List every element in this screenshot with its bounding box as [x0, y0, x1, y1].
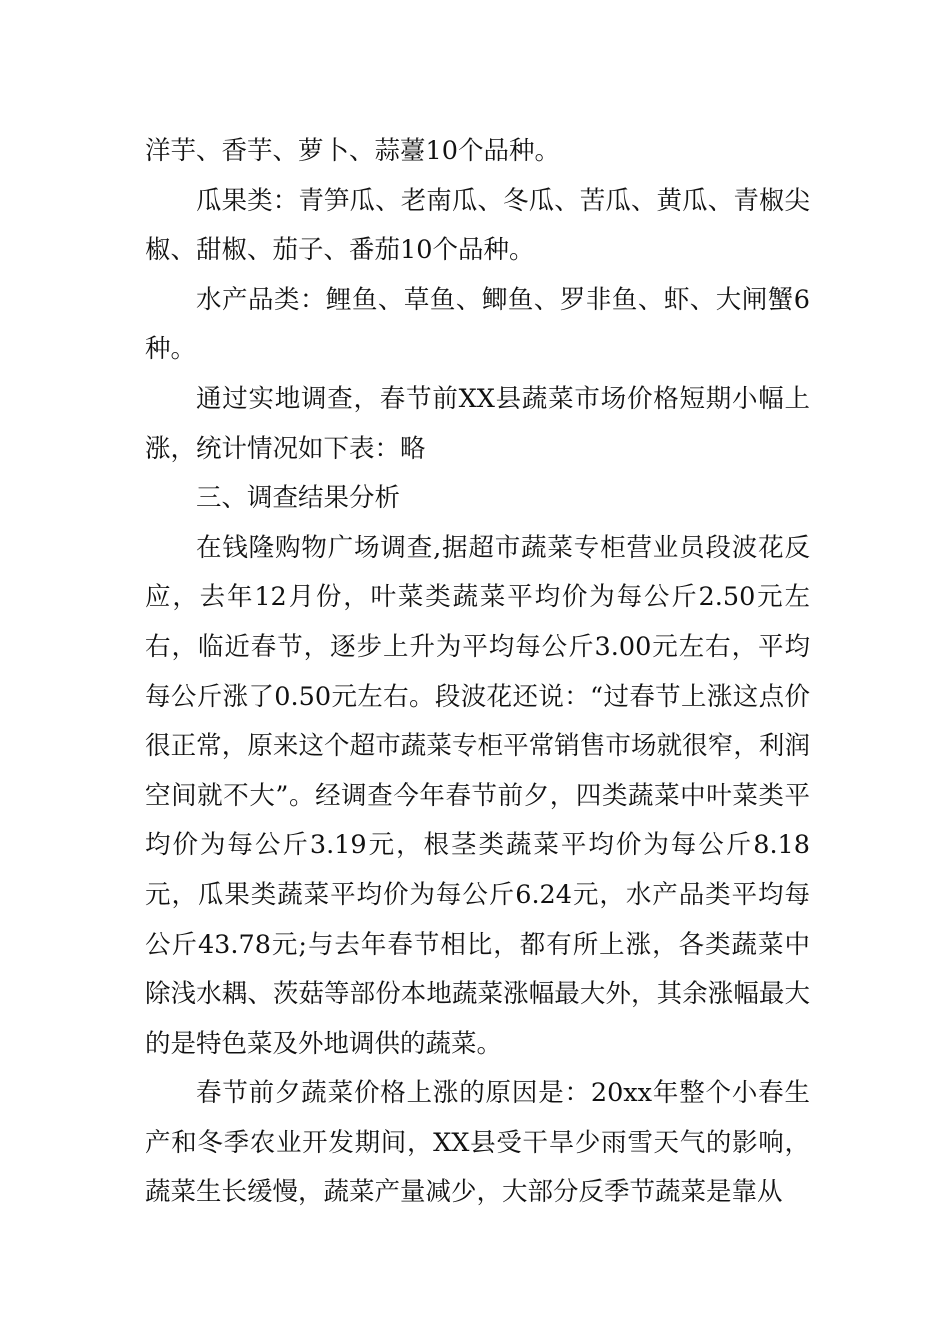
- paragraph-1: 洋芋、香芋、萝卜、蒜薹10个品种。: [145, 136, 560, 166]
- document-body: [145, 127, 810, 1218]
- paragraph-2: 瓜果类：青笋瓜、老南瓜、冬瓜、苦瓜、黄瓜、青椒尖椒、甜椒、茄子、番茄10个品种。: [145, 185, 810, 266]
- paragraph-6: 在钱隆购物广场调查,据超市蔬菜专柜营业员段波花反应，去年12月份，叶菜类蔬菜平均价为每公斤2.50元左右，临近春节，逐步上升为平均每公斤3.00元左右，平均每公斤涨了0.50元左右。段波花还说：“过春节上涨这点价很正常，原来这个超市蔬菜专柜平常销售市场就很窄，利润空间就不大”。经调查今年春节前夕，四类蔬菜中叶菜类平均价为每公斤3.19元，根茎类蔬菜平均价为每公斤8.18元，瓜果类蔬菜平均价为每公斤6.24元，水产品类平均每公斤43.78元;与去年春节相比，都有所上涨，各类蔬菜中除浅水耦、茨菇等部份本地蔬菜涨幅最大外，其余涨幅最大的是特色菜及外地调供的蔬菜。: [145, 532, 810, 1059]
- paragraph-4: 通过实地调查，春节前XX县蔬菜市场价格短期小幅上涨，统计情况如下表：略: [145, 383, 810, 464]
- section-heading: 三、调查结果分析: [196, 483, 401, 514]
- paragraph-3: 水产品类：鲤鱼、草鱼、鲫鱼、罗非鱼、虾、大闸蟹6种。: [145, 284, 810, 365]
- paragraph-7: 春节前夕蔬菜价格上涨的原因是：20xx年整个小春生产和冬季农业开发期间，XX县受干旱少雨雪天气的影响，蔬菜生长缓慢，蔬菜产量减少，大部分反季节蔬菜是靠从: [145, 1078, 810, 1208]
